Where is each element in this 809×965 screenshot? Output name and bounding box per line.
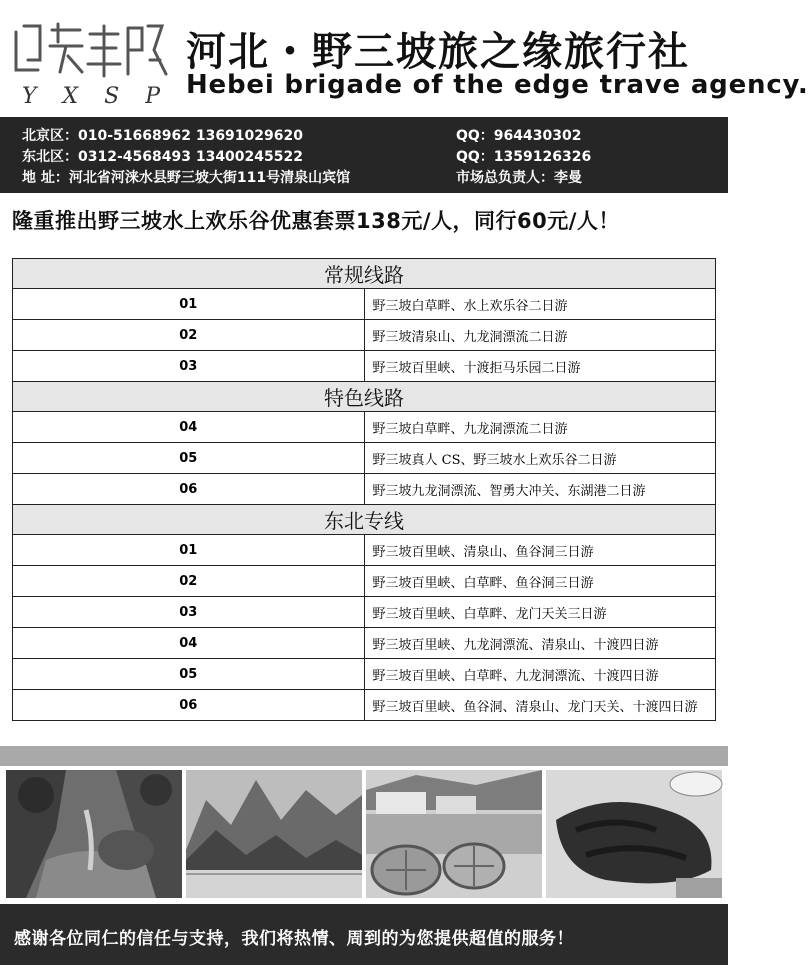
separator-band (0, 746, 728, 766)
agency-name-en: Hebei brigade of the edge trave agency. (186, 70, 809, 100)
section-title: 常规线路 (13, 259, 716, 289)
address: 地 址：河北省河涞水县野三坡大街111号清泉山宾馆 (22, 170, 351, 186)
route-name: 野三坡清泉山、九龙洞漂流二日游 (364, 320, 716, 351)
route-number: 02 (13, 320, 365, 351)
section-header (13, 259, 716, 289)
gorge-photo (6, 770, 182, 898)
logo-letter: S (104, 84, 122, 109)
section-title: 东北专线 (13, 505, 716, 535)
grilled-lamb-photo (546, 770, 722, 898)
photo-strip (0, 766, 728, 904)
route-row (13, 690, 716, 721)
route-number: 04 (13, 412, 365, 443)
beijing-contact: 北京区：010-51668962 13691029620 (22, 128, 303, 144)
route-row (13, 443, 716, 474)
agency-logo (10, 20, 170, 110)
market-manager: 市场总负责人：李曼 (456, 170, 582, 186)
section-header (13, 382, 716, 412)
route-row (13, 535, 716, 566)
route-number: 04 (13, 628, 365, 659)
route-row (13, 628, 716, 659)
route-number: 06 (13, 690, 365, 721)
route-row (13, 351, 716, 382)
river-town-photo (366, 770, 542, 898)
route-row (13, 412, 716, 443)
logo-letter: Y (22, 84, 39, 109)
route-name: 野三坡百里峡、十渡拒马乐园二日游 (364, 351, 716, 382)
route-row (13, 597, 716, 628)
section-title: 特色线路 (13, 382, 716, 412)
calligraphy-logo-icon (10, 20, 170, 82)
route-name: 野三坡白草畔、水上欢乐谷二日游 (364, 289, 716, 320)
dongbei-contact: 东北区：0312-4568493 13400245522 (22, 149, 303, 165)
route-row (13, 320, 716, 351)
route-number: 01 (13, 289, 365, 320)
route-name: 野三坡九龙洞漂流、智勇大冲关、东湖港二日游 (364, 474, 716, 505)
route-name: 野三坡真人 CS、野三坡水上欢乐谷二日游 (364, 443, 716, 474)
contact-bar (0, 117, 728, 193)
logo-letter: X (62, 84, 81, 109)
section-header (13, 505, 716, 535)
route-name: 野三坡白草畔、九龙洞漂流二日游 (364, 412, 716, 443)
route-number: 06 (13, 474, 365, 505)
route-number: 05 (13, 659, 365, 690)
mountain-lake-photo (186, 770, 362, 898)
qq-contact-2: QQ：1359126326 (456, 149, 592, 165)
route-table (12, 258, 716, 721)
qq-contact-1: QQ：964430302 (456, 128, 582, 144)
route-row (13, 474, 716, 505)
route-number: 02 (13, 566, 365, 597)
route-number: 03 (13, 351, 365, 382)
route-number: 01 (13, 535, 365, 566)
route-name: 野三坡百里峡、九龙洞漂流、清泉山、十渡四日游 (364, 628, 716, 659)
footer-message: 感谢各位同仁的信任与支持，我们将热情、周到的为您提供超值的服务！ (14, 929, 574, 949)
route-name: 野三坡百里峡、白草畔、龙门天关三日游 (364, 597, 716, 628)
agency-name-cn: 河北・野三坡旅之缘旅行社 (186, 29, 690, 75)
header (0, 0, 809, 117)
route-number: 03 (13, 597, 365, 628)
logo-letters (22, 84, 162, 109)
route-row (13, 659, 716, 690)
route-name: 野三坡百里峡、鱼谷洞、清泉山、龙门天关、十渡四日游 (364, 690, 716, 721)
route-row (13, 566, 716, 597)
route-name: 野三坡百里峡、白草畔、九龙洞漂流、十渡四日游 (364, 659, 716, 690)
footer-bar (0, 904, 728, 965)
route-name: 野三坡百里峡、清泉山、鱼谷洞三日游 (364, 535, 716, 566)
route-row (13, 289, 716, 320)
logo-letter: P (145, 84, 162, 109)
promo-headline: 隆重推出野三坡水上欢乐谷优惠套票138元/人，同行60元/人！ (12, 209, 620, 233)
route-number: 05 (13, 443, 365, 474)
route-name: 野三坡百里峡、白草畔、鱼谷洞三日游 (364, 566, 716, 597)
